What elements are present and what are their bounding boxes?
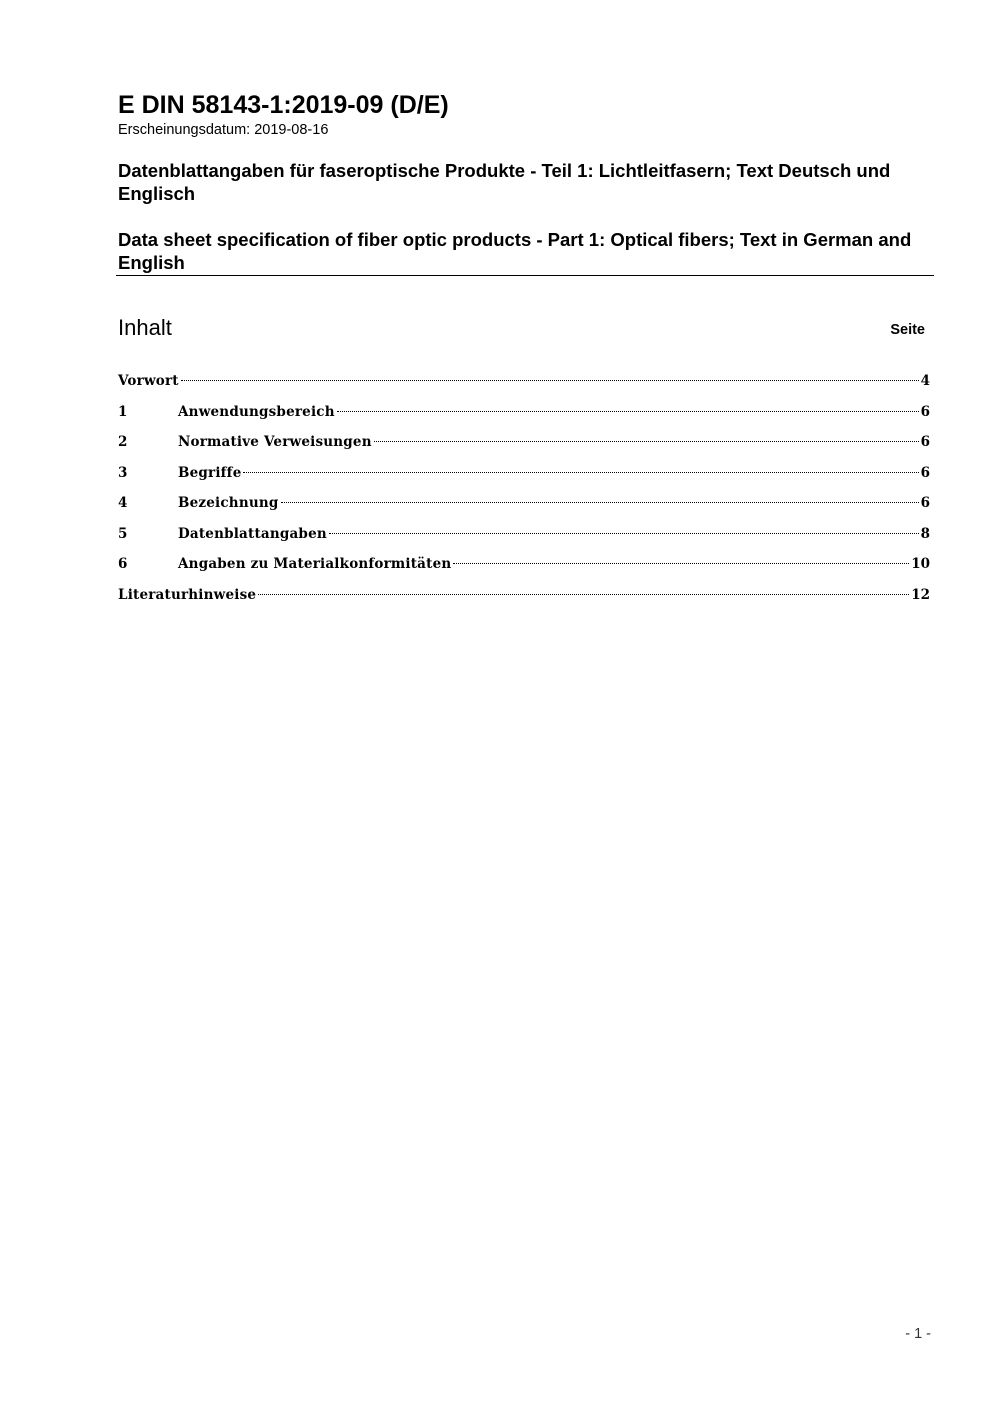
toc-entry-vorwort[interactable] — [118, 370, 930, 401]
toc-entry-label: Anwendungsbereich — [178, 403, 335, 420]
toc-entry-label: Vorwort — [118, 373, 179, 389]
toc-entry-label: Normative Verweisungen — [178, 434, 372, 450]
toc-entry-literaturhinweise[interactable] — [118, 584, 930, 615]
toc-leader-dots — [281, 502, 919, 503]
toc-entry-page: 6 — [920, 434, 930, 450]
toc-leader-dots — [453, 563, 909, 564]
toc-leader-dots — [329, 533, 919, 534]
toc-leader-dots — [337, 411, 919, 412]
toc-entry-number: 4 — [118, 495, 128, 511]
toc-entry-number: 5 — [118, 525, 128, 542]
toc-heading: Inhalt — [118, 315, 172, 340]
toc-entry-page: 4 — [920, 373, 930, 389]
page-number: - 1 - — [905, 1326, 931, 1342]
toc-entry-label: Bezeichnung — [178, 495, 279, 511]
toc-leader-dots — [258, 594, 909, 595]
table-of-contents — [118, 370, 930, 614]
title-german: Datenblattangaben für faseroptische Produkte - Teil 1: Lichtleitfasern; Text Deutsch und Englisch — [118, 160, 891, 204]
toc-entry-label: Angaben zu Materialkonformitäten — [178, 556, 452, 572]
toc-entry-number: 3 — [118, 464, 128, 481]
toc-entry-anwendungsbereich[interactable] — [118, 401, 930, 432]
publication-date: Erscheinungsdatum: 2019-08-16 — [118, 122, 329, 138]
toc-entry-label: Literaturhinweise — [118, 586, 257, 603]
toc-leader-dots — [181, 380, 919, 381]
toc-entry-number: 2 — [118, 434, 128, 450]
toc-entry-page: 6 — [920, 403, 930, 420]
toc-entry-label: Datenblattangaben — [178, 525, 327, 542]
toc-entry-bezeichnung[interactable] — [118, 492, 930, 523]
toc-entry-page: 6 — [920, 495, 930, 511]
toc-leader-dots — [374, 441, 919, 442]
toc-entry-number: 6 — [118, 556, 128, 572]
toc-entry-materialkonformitaeten[interactable] — [118, 553, 930, 584]
toc-entry-normative-verweisungen[interactable] — [118, 431, 930, 462]
toc-page-column-heading: Seite — [890, 322, 925, 338]
toc-entry-datenblattangaben[interactable] — [118, 523, 930, 554]
toc-entry-number: 1 — [118, 403, 128, 420]
title-english: Data sheet specification of fiber optic products - Part 1: Optical fibers; Text in German and English — [118, 229, 912, 273]
toc-entry-page: 10 — [911, 556, 930, 572]
toc-leader-dots — [243, 472, 918, 473]
toc-entry-page: 12 — [911, 586, 930, 603]
title-divider — [116, 275, 934, 276]
toc-entry-page: 8 — [920, 525, 930, 542]
toc-entry-page: 6 — [920, 464, 930, 481]
document-id: E DIN 58143-1:2019-09 (D/E) — [118, 91, 449, 119]
toc-entry-begriffe[interactable] — [118, 462, 930, 493]
toc-entry-label: Begriffe — [178, 464, 242, 481]
